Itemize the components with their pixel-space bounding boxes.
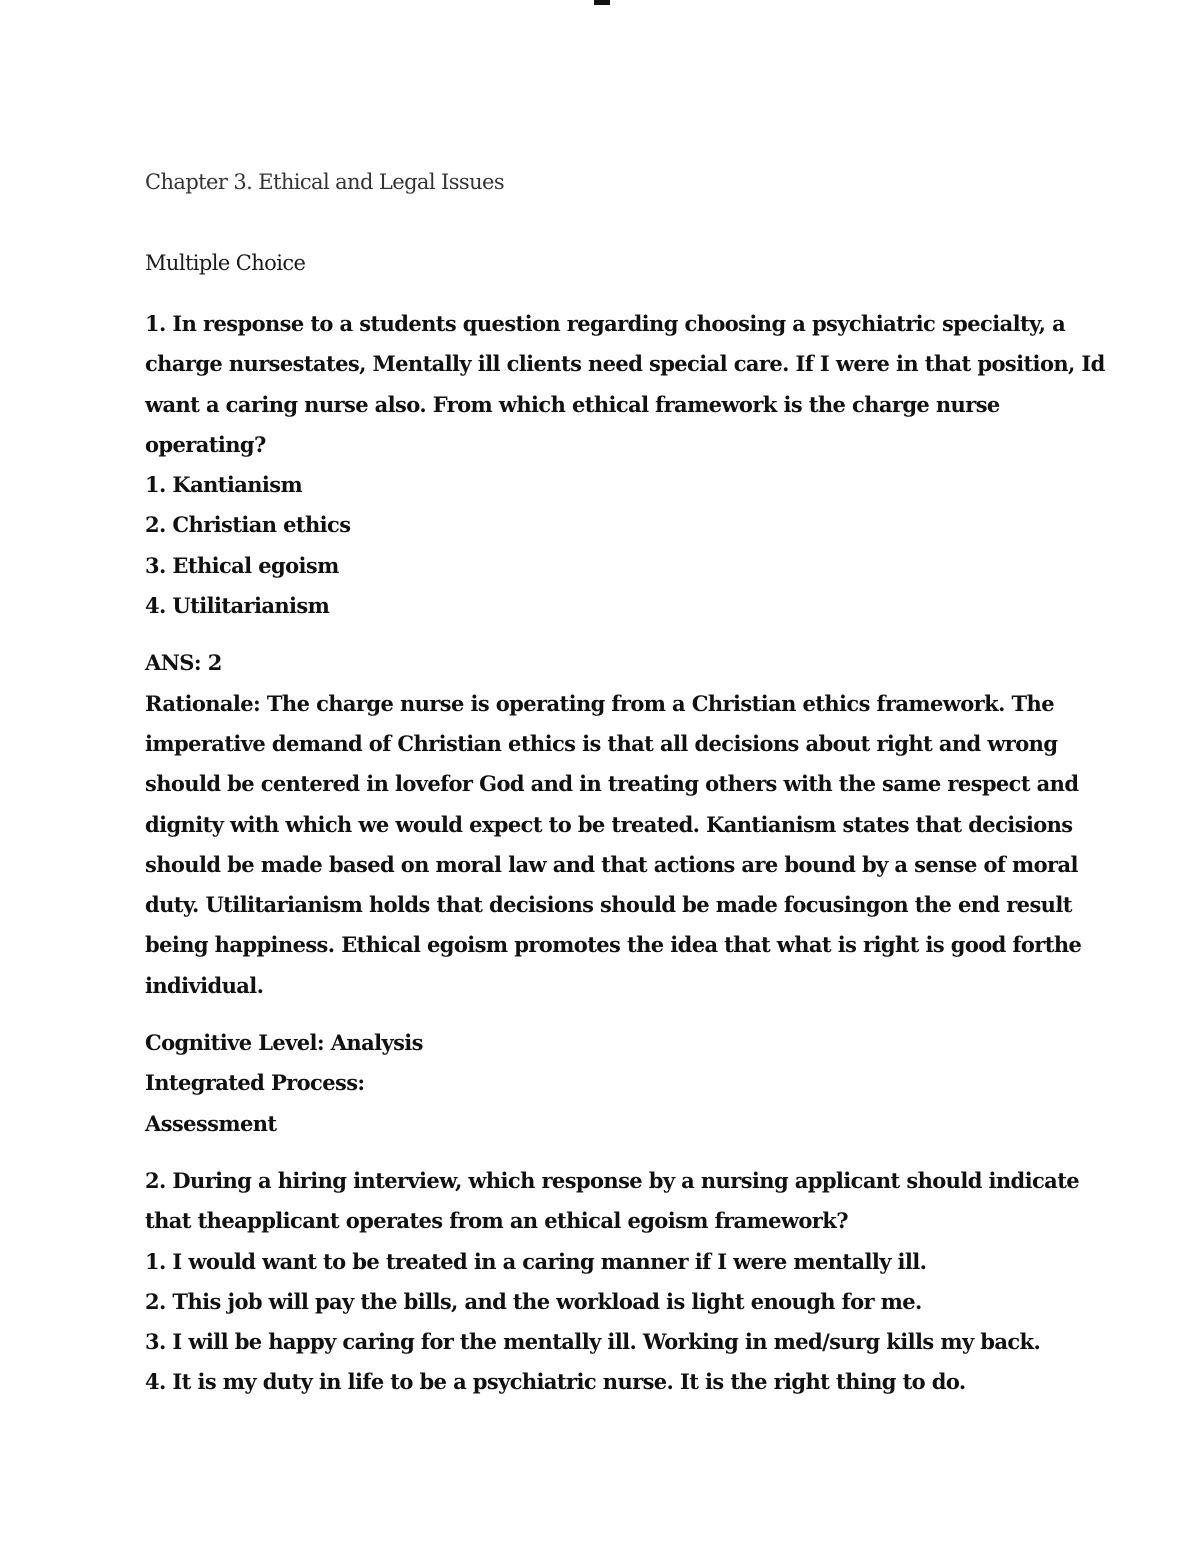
integrated-process-label: Integrated Process: bbox=[145, 1070, 365, 1096]
stem-line: 2. During a hiring interview, which response by a nursing applicant should indicate bbox=[145, 1167, 1080, 1193]
stem-line: want a caring nurse also. From which ethical framework is the charge nurse bbox=[145, 391, 1000, 417]
stem-line: operating? bbox=[145, 431, 266, 457]
rationale-line: dignity with which we would expect to be treated. Kantianism states that decisions bbox=[145, 811, 1073, 837]
question-stem bbox=[145, 304, 1105, 465]
stem-line: that theapplicant operates from an ethical egoism framework? bbox=[145, 1208, 848, 1234]
answer-key: ANS: 2 bbox=[145, 650, 222, 676]
answer-options bbox=[145, 1242, 1045, 1403]
document-page bbox=[145, 165, 1105, 1403]
answer-option: 3. Ethical egoism bbox=[145, 552, 339, 578]
stem-line: charge nursestates, Mentally ill clients need special care. If I were in that position, Id bbox=[145, 351, 1105, 377]
answer-option: 3. I will be happy caring for the mentally ill. Working in med/surg kills my back. bbox=[145, 1329, 1041, 1355]
answer-option: 1. Kantianism bbox=[145, 472, 303, 498]
answer-options bbox=[145, 465, 1045, 626]
chapter-title: Chapter 3. Ethical and Legal Issues bbox=[145, 170, 504, 194]
section-title: Multiple Choice bbox=[145, 251, 306, 275]
answer-option: 4. It is my duty in life to be a psychiatric nurse. It is the right thing to do. bbox=[145, 1369, 966, 1395]
answer-option: 2. This job will pay the bills, and the workload is light enough for me. bbox=[145, 1288, 922, 1314]
page-top-mark bbox=[594, 0, 610, 5]
question-stem bbox=[145, 1161, 1080, 1242]
cognitive-level: Cognitive Level: Analysis bbox=[145, 1030, 423, 1056]
rationale-line: imperative demand of Christian ethics is that all decisions about right and wrong bbox=[145, 730, 1058, 756]
question-2 bbox=[145, 1161, 1080, 1403]
rationale-line: should be made based on moral law and that actions are bound by a sense of moral bbox=[145, 851, 1078, 877]
answer-block bbox=[145, 643, 1082, 1006]
rationale-line: being happiness. Ethical egoism promotes the idea that what is right is good forthe bbox=[145, 932, 1082, 958]
answer-option: 2. Christian ethics bbox=[145, 512, 351, 538]
answer-option: 4. Utilitarianism bbox=[145, 593, 330, 619]
rationale-line: Rationale: The charge nurse is operating from a Christian ethics framework. The bbox=[145, 690, 1054, 716]
rationale-line: should be centered in lovefor God and in treating others with the same respect and bbox=[145, 771, 1079, 797]
integrated-process-value: Assessment bbox=[145, 1110, 277, 1136]
rationale-line: duty. Utilitarianism holds that decisions should be made focusingon the end result bbox=[145, 892, 1072, 918]
stem-line: 1. In response to a students question regarding choosing a psychiatric specialty, a bbox=[145, 311, 1066, 336]
answer-option: 1. I would want to be treated in a caring manner if I were mentally ill. bbox=[145, 1248, 927, 1274]
question-metadata bbox=[145, 1023, 1045, 1144]
rationale-line: individual. bbox=[145, 972, 264, 998]
question-1 bbox=[145, 304, 1105, 1144]
